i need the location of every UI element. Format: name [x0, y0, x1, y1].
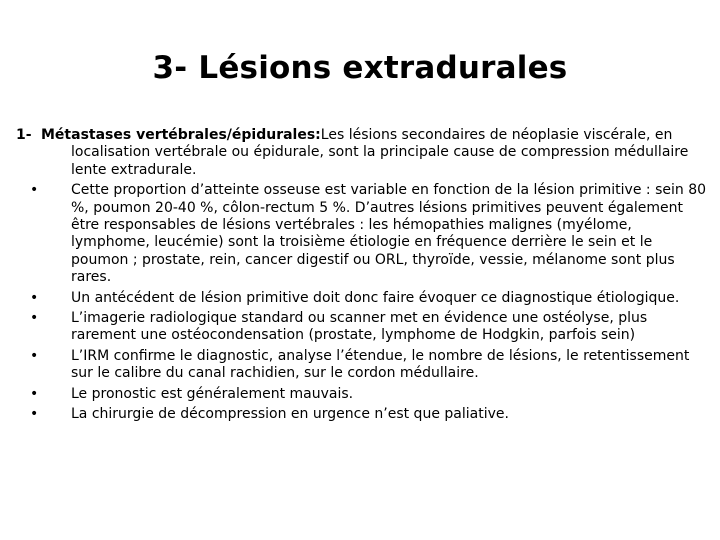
bullet-item [16, 348, 706, 383]
bullet-text: L’imagerie radiologique standard ou scanner met en évidence une ostéolyse, plus rarement une ostéocondensation (prostate, lymphome de Hodgkin, parfois sein) [71, 310, 648, 344]
bullet-text: L’IRM confirme le diagnostic, analyse l’étendue, le nombre de lésions, le retentissement sur le calibre du canal rachidien, sur le cordon médullaire. [71, 347, 690, 382]
numbered-item-1 [16, 127, 706, 179]
bullet-item [16, 310, 706, 345]
bullet-item [16, 182, 706, 286]
bullet-item [16, 290, 706, 307]
item-bold-lead: Métastases vertébrales/épidurales: [41, 127, 321, 143]
item-lead-wrapper [41, 127, 321, 143]
bullet-text: Un antécédent de lésion primitive doit donc faire évoquer ce diagnostique étiologique. [71, 289, 680, 306]
bullet-item [16, 406, 706, 423]
bullet-text: Le pronostic est généralement mauvais. [71, 385, 354, 402]
bullet-item [16, 386, 706, 403]
bullet-marker: • [30, 406, 39, 423]
bullet-text: La chirurgie de décompression en urgence n’est que paliative. [71, 406, 509, 423]
item-text: Les lésions secondaires de néoplasie viscérale, en localisation vertébrale ou épidurale, sont la principale cause de compression médullaire lente extradurale. [71, 127, 689, 178]
item-number: 1- [16, 127, 32, 143]
bullet-marker: • [30, 289, 39, 306]
slide-title: 3- Lésions extradurales [152, 50, 568, 86]
bullet-marker: • [30, 182, 39, 199]
bullet-marker: • [30, 385, 39, 402]
bullet-text: Cette proportion d’atteinte osseuse est variable en fonction de la lésion primitive : sein 80 %, poumon 20-40 %, côlon-rectum 5 %. D’autres lésions primitives peuvent également être responsables de lésions vertébrales : les hémopathies malignes (myélome, lymphome, leucémie) sont la troisième étiologie en fréquence derrière le sein et le poumon ; prostate, rein, cancer digestif ou ORL, thyroïde, vessie, mélanome sont plus rares. [71, 182, 707, 286]
slide-body [16, 127, 706, 424]
bullet-marker: • [30, 347, 39, 364]
bullet-marker: • [30, 310, 39, 327]
